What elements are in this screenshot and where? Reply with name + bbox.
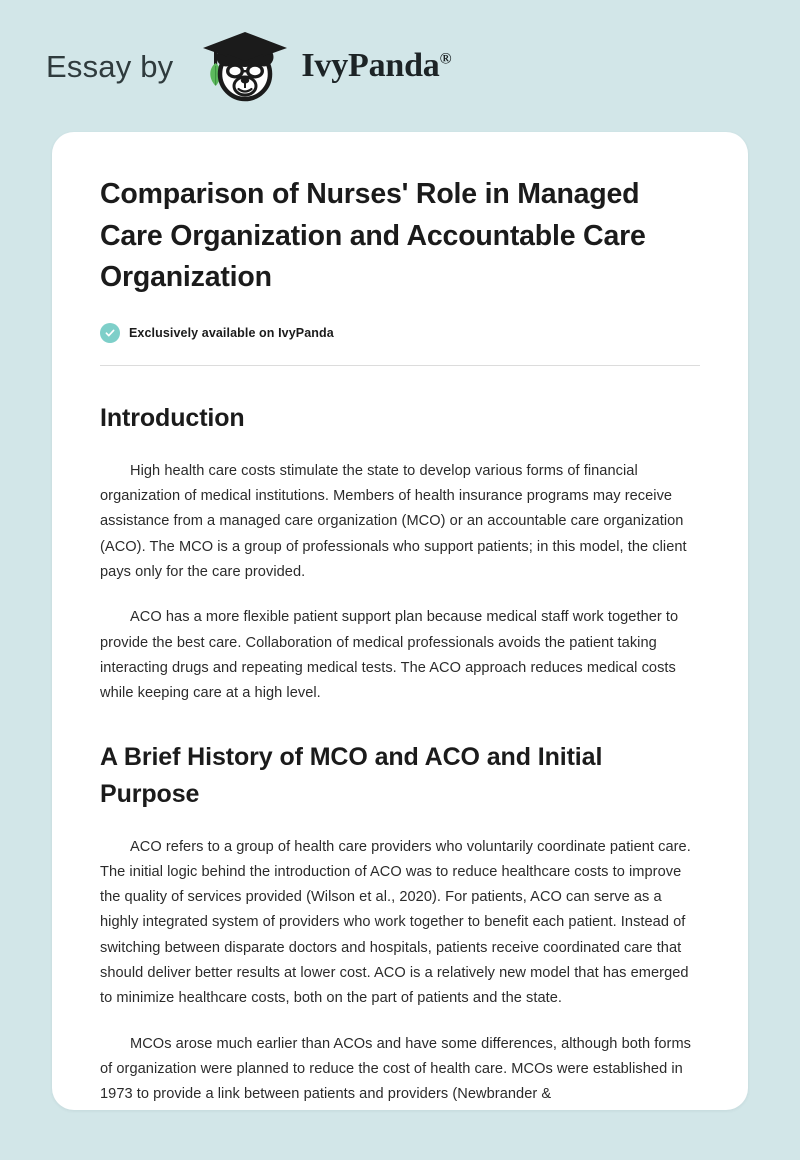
brand-lockup[interactable] [46,30,451,102]
title-divider [100,365,700,366]
status-badge [100,323,700,343]
paragraph: ACO has a more flexible patient support plan because medical staff work together to provide the best care. Collaboration of medical professionals avoids the patient taking interacting drugs and repeating medical tests. The ACO approach reduces medical costs while keeping care at a high level. [100,609,679,702]
paragraph: High health care costs stimulate the state to develop various forms of financial organization of medical institutions. Members of health insurance programs may receive assistance from a managed care organization (MCO) or an accountable care organization (ACO). The MCO is a group of professionals who support patients; in this model, the client pays only for the care provided. [100,462,687,581]
check-circle-icon [100,323,120,343]
essay-card [52,132,748,1110]
site-header [0,0,800,132]
paragraph: ACO refers to a group of health care providers who voluntarily coordinate patient care. The initial logic behind the introduction of ACO was to reduce healthcare costs to improve the quality of services provided (Wilson et al., 2020). For patients, ACO can serve as a highly integrated system of providers who work together to benefit each patient. Instead of switching between disparate doctors and hospitals, patients receive coordinated care that should deliver better results at lower cost. ACO is a relatively new model that has emerged to minimize healthcare costs, both on the part of patients and the state. [100,838,691,1007]
essay-content [78,174,722,1107]
panda-graduation-cap-logo [187,30,291,102]
page-title: Comparison of Nurses' Role in Managed Care Organization and Accountable Care Organization [100,178,646,294]
essay-by-label: Essay by [46,48,174,84]
brand-name-text: IvyPanda [301,47,440,84]
section-heading-history: A Brief History of MCO and ACO and Initial Purpose [100,742,603,808]
section-heading-introduction: Introduction [100,403,245,432]
status-badge-label: Exclusively available on IvyPanda [129,325,334,340]
paragraph: MCOs arose much earlier than ACOs and have some differences, although both forms of organization were planned to reduce the cost of health care. MCOs were established in 1973 to provide a link between patients and providers (Newbrander & [100,1035,692,1103]
ivypanda-wordmark [301,49,451,83]
registered-trademark-symbol: ® [439,50,452,68]
